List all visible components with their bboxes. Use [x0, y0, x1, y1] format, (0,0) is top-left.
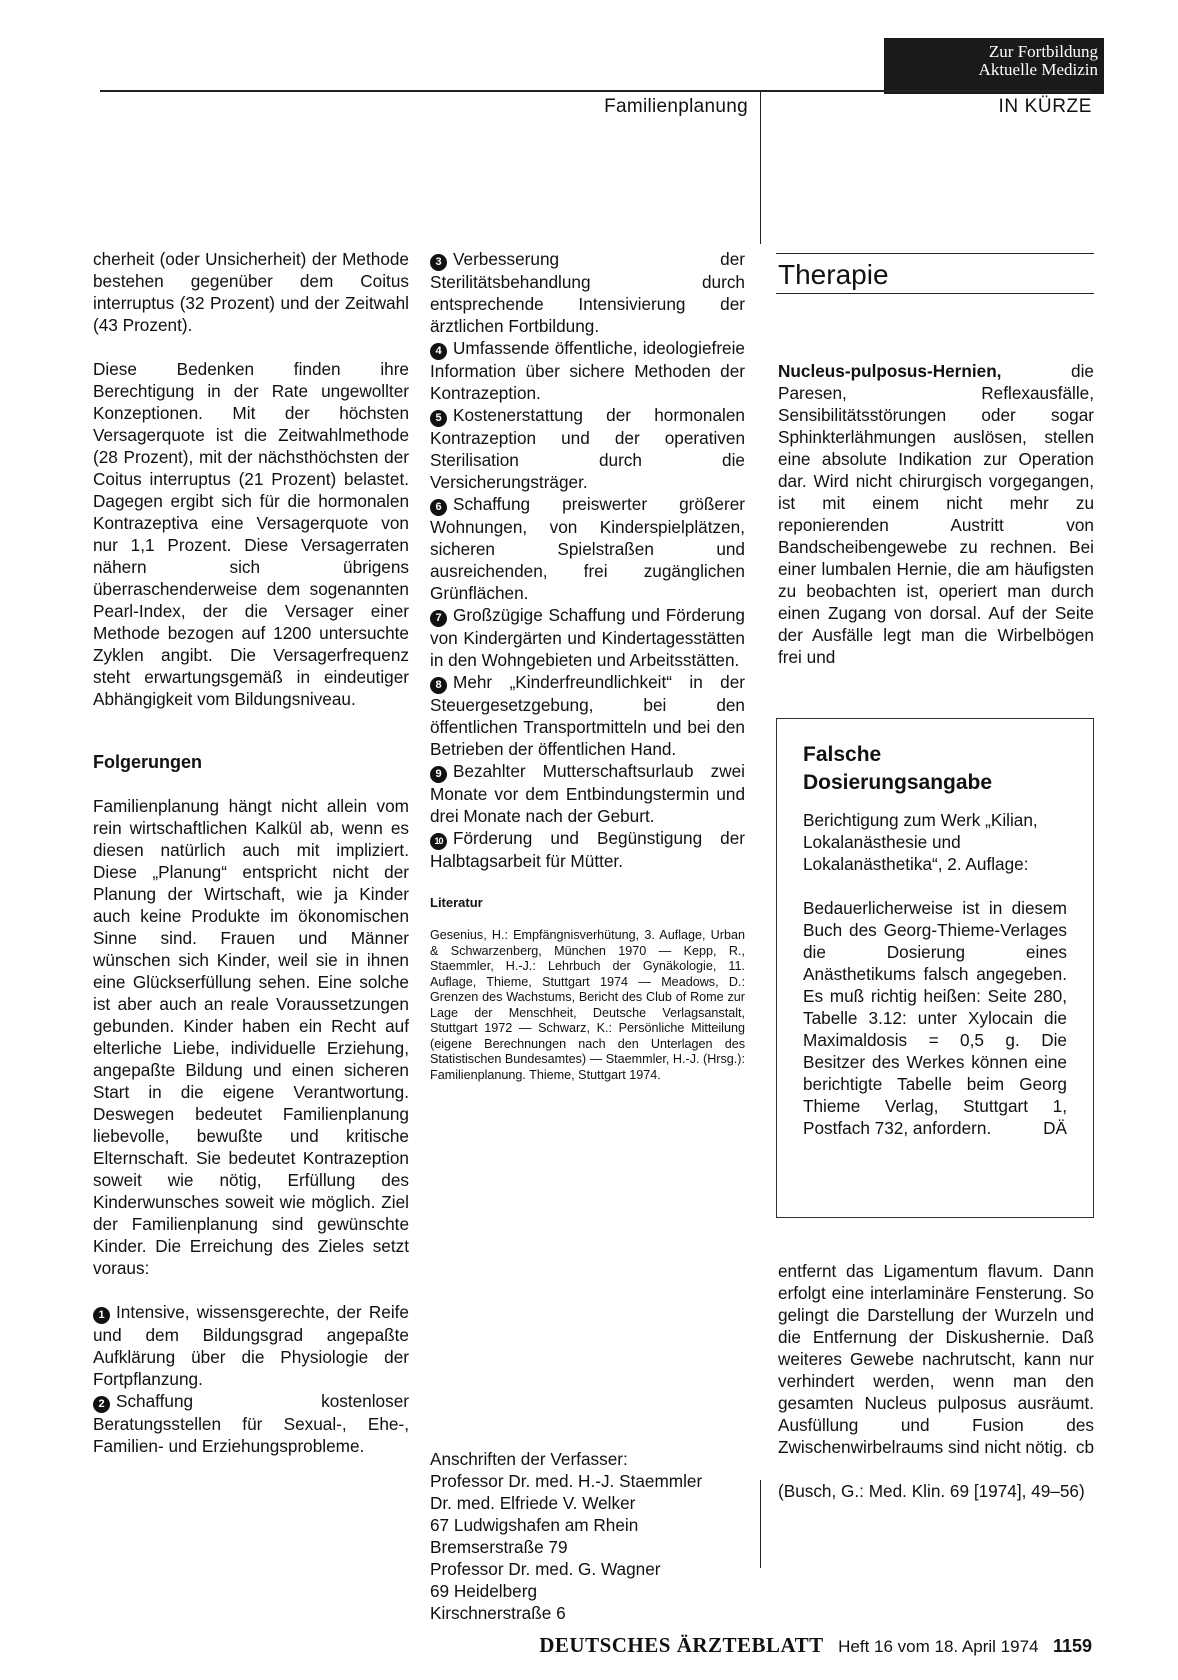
column-divider-bottom [760, 1480, 761, 1568]
list-item [93, 1390, 409, 1457]
box-signature: DÄ [1043, 1118, 1067, 1138]
list-item [430, 493, 745, 604]
section-rule-bottom [776, 293, 1094, 294]
section-badge [884, 38, 1104, 94]
literature-text: Gesenius, H.: Empfängnisverhütung, 3. Auflage, Urban & Schwarzenberg, München 1970 — Kepp, R., Staemmler, H.-J.: Lehrbuch der Gynäkologie, 11. Auflage, Thieme, Stuttgart 1974 — Meadows, D.: Grenzen des Wachstums, Bericht des Club of Rome zur Lage der Menschheit, Deutsche Verlagsanstalt, Stuttgart 1972 — Schwarz, K.: Persönliche Mitteilung (eigene Berechnungen nach den Unterlagen des Statistischen Bundesamtes) — Staemmler, H.-J. (Hrsg.): Familienplanung. Thieme, Stuttgart 1974. [430, 928, 745, 1082]
number-badge: 3 [430, 254, 447, 271]
number-badge: 1 [93, 1307, 110, 1324]
section-heading: Therapie [778, 259, 889, 290]
list-item-text: Mehr „Kinderfreundlichkeit“ in der Steuergesetzgebung, bei den öffentlichen Transportmitteln und bei den Betrieben der öffentlichen Hand. [430, 672, 745, 759]
box-title-line1: Falsche [803, 743, 882, 766]
therapy-signature: cb [1075, 1437, 1094, 1457]
address-line: 67 Ludwigshafen am Rhein [430, 1515, 639, 1535]
number-badge: 8 [430, 677, 447, 694]
address-line: Kirschnerstraße 6 [430, 1603, 566, 1623]
list-item [430, 404, 745, 493]
address-line: Bremserstraße 79 [430, 1537, 568, 1557]
col1-paragraph-2: Diese Bedenken finden ihre Berechtigung in der Rate ungewollter Konzeptionen. Mit der höchsten Versagerquote ist die Zeitwahlmethode (28 Prozent), mit der nächsthöchsten der Coitus interruptus (21 Prozent) belastet. Dagegen ergibt sich für die hormonalen Kontrazeptiva eine Versagerquote von nur 1,1 Prozent. Diese Versagerraten nähern sich übrigens überraschenderweise dem sogenannten Pearl-Index, der die Versager einer Methode bezogen auf 1200 untersuchte Zyklen angibt. Die Versagerfrequenz steht erwartungsgemäß in eindeutiger Abhängigkeit vom Bildungsniveau. [93, 359, 409, 709]
address-line: Professor Dr. med. G. Wagner [430, 1559, 661, 1579]
badge-line2: Aktuelle Medizin [978, 60, 1098, 79]
number-badge: 10 [430, 833, 447, 850]
therapy-lead: Nucleus-pulposus-Hernien, [778, 361, 1002, 381]
header-rule [100, 90, 1092, 92]
col1-heading: Folgerungen [93, 752, 202, 772]
therapy-paragraph-2: entfernt das Ligamentum flavum. Dann erfolgt eine interlaminäre Fensterung. So gelingt die Darstellung der Wurzeln und die Entfernung der Diskushernie. Daß weiteres Gewebe nachrutscht, kann nur verhindert werden, wenn man den gesamten Nucleus pulposus ausräumt. Ausfüllung und Fusion des Zwischenwirbelraums sind nicht nötig. [778, 1261, 1094, 1457]
number-badge: 5 [430, 410, 447, 427]
address-line: Dr. med. Elfriede V. Welker [430, 1493, 636, 1513]
box-title-line2: Dosierungsangabe [803, 771, 993, 794]
number-badge: 4 [430, 343, 447, 360]
number-badge: 2 [93, 1396, 110, 1413]
header-right: IN KÜRZE [998, 96, 1092, 117]
author-addresses [430, 1448, 750, 1624]
column-2 [430, 248, 745, 1083]
list-item [430, 760, 745, 827]
section-rule-top [776, 253, 1094, 254]
col1-paragraph-1: cherheit (oder Unsicherheit) der Methode bestehen gegenüber dem Coitus interruptus (32 Prozent) und der Zeitwahl (43 Prozent). [93, 249, 409, 335]
column-3-upper [778, 360, 1094, 668]
badge-line1: Zur Fortbildung [988, 42, 1098, 61]
number-badge: 6 [430, 499, 447, 516]
list-item [430, 337, 745, 404]
correction-box-title [803, 741, 992, 797]
literature-block [430, 928, 745, 1083]
column-1 [93, 248, 409, 1457]
list-item-text: Verbesserung der Sterilitätsbehandlung durch entsprechende Intensivierung der ärztlichen Fortbildung. [430, 249, 745, 336]
list-item-text: Großzügige Schaffung und Förderung von Kindergärten und Kindertagesstätten in den Wohngebieten und Arbeitsstätten. [430, 605, 745, 670]
page-footer [470, 1633, 1092, 1657]
page-number: 1159 [1052, 1636, 1092, 1656]
issue-info: Heft 16 vom 18. April 1974 [838, 1637, 1039, 1656]
list-item-text: Umfassende öffentliche, ideologiefreie Information über sichere Methoden der Kontrazeption. [430, 338, 745, 403]
therapy-text: die Paresen, Reflexausfälle, Sensibilitätsstörungen oder sogar Sphinkterlähmungen auslösen, stellen eine absolute Indikation zur Operation dar. Wird nicht chirurgisch vorgegangen, ist mit einem nicht mehr zu reponierenden Austritt von Bandscheibengewebe zu rechnen. Bei einer lumbalen Hernie, die am häufigsten zu beobachten ist, operiert man durch einen Zugang von dorsal. Auf der Seite der Ausfälle legt man die Wirbelbögen frei und [778, 361, 1094, 667]
number-badge: 7 [430, 610, 447, 627]
box-intro: Berichtigung zum Werk „Kilian, Lokalanästhesie und Lokalanästhetika“, 2. Auflage: [803, 810, 1038, 874]
therapy-paragraph-1 [778, 360, 1094, 668]
list-item-text: Kostenerstattung der hormonalen Kontrazeption und der operativen Sterilisation durch die Versicherungsträger. [430, 405, 745, 492]
list-item [430, 248, 745, 337]
box-body: Bedauerlicherweise ist in diesem Buch des Georg-Thieme-Verlages die Dosierung eines Anästhetikums falsch angegeben. Es muß richtig heißen: Seite 280, Tabelle 3.12: unter Xylocain die Maximaldosis = 0,5 g. Die Besitzer des Werkes können eine berichtigte Tabelle beim Georg Thieme Verlag, Stuttgart 1, Postfach 732, anfordern. [803, 898, 1067, 1138]
journal-name: DEUTSCHES ÄRZTEBLATT [539, 1633, 824, 1657]
correction-box-content [803, 809, 1067, 1139]
correction-box [776, 718, 1094, 1218]
col1-paragraph-3: Familienplanung hängt nicht allein vom rein wirtschaftlichen Kalkül ab, wenn es diesen natürlich auch mit impliziert. Diese „Planung“ entspricht nicht der Planung der Wirtschaft, wie ja Kinder auch keine Produkte im ökonomischen Sinne sind. Frauen und Männer wünschen sich Kinder, weil sie in ihnen eine Glückserfüllung sehen. Eine solche ist aber auch an reale Voraussetzungen gebunden. Kinder haben ein Recht auf elterliche Liebe, individuelle Erziehung, angepaßte Bildung und einen sicheren Start in die eigene Verantwortung. Deswegen bedeutet Familienplanung liebevolle, bewußte und kritische Elternschaft. Sie bedeutet Kontrazeption soweit wie nötig, Erfüllung des Kinderwunsches soweit wie möglich. Ziel der Familienplanung sind gewünschte Kinder. Die Erreichung des Zieles setzt voraus: [93, 796, 409, 1278]
therapy-citation: (Busch, G.: Med. Klin. 69 [1974], 49–56) [778, 1481, 1085, 1501]
list-item-text: Schaffung preiswerter größerer Wohnungen, von Kinderspielplätzen, sicheren Spielstraßen und ausreichenden, frei zugänglichen Grünflächen. [430, 494, 745, 603]
list-item-text: Bezahlter Mutterschaftsurlaub zwei Monate vor dem Entbindungstermin und drei Monate nach der Geburt. [430, 761, 745, 826]
address-line: Professor Dr. med. H.-J. Staemmler [430, 1471, 703, 1491]
list-item [93, 1301, 409, 1390]
literature-heading: Literatur [430, 895, 483, 910]
address-line: 69 Heidelberg [430, 1581, 538, 1601]
column-divider-top [760, 92, 761, 244]
list-item [430, 604, 745, 671]
number-badge: 9 [430, 766, 447, 783]
list-item [430, 671, 745, 760]
header-left: Familienplanung [604, 96, 748, 117]
list-item-text: Schaffung kostenloser Beratungsstellen für Sexual-, Ehe-, Familien- und Erziehungsprobleme. [93, 1391, 409, 1456]
list-item-text: Intensive, wissensgerechte, der Reife und dem Bildungsgrad angepaßte Aufklärung über die Physiologie der Fortpflanzung. [93, 1302, 409, 1389]
list-item-text: Förderung und Begünstigung der Halbtagsarbeit für Mütter. [430, 828, 745, 871]
column-3-lower [778, 1260, 1094, 1502]
address-line: Anschriften der Verfasser: [430, 1449, 628, 1469]
list-item [430, 827, 745, 872]
